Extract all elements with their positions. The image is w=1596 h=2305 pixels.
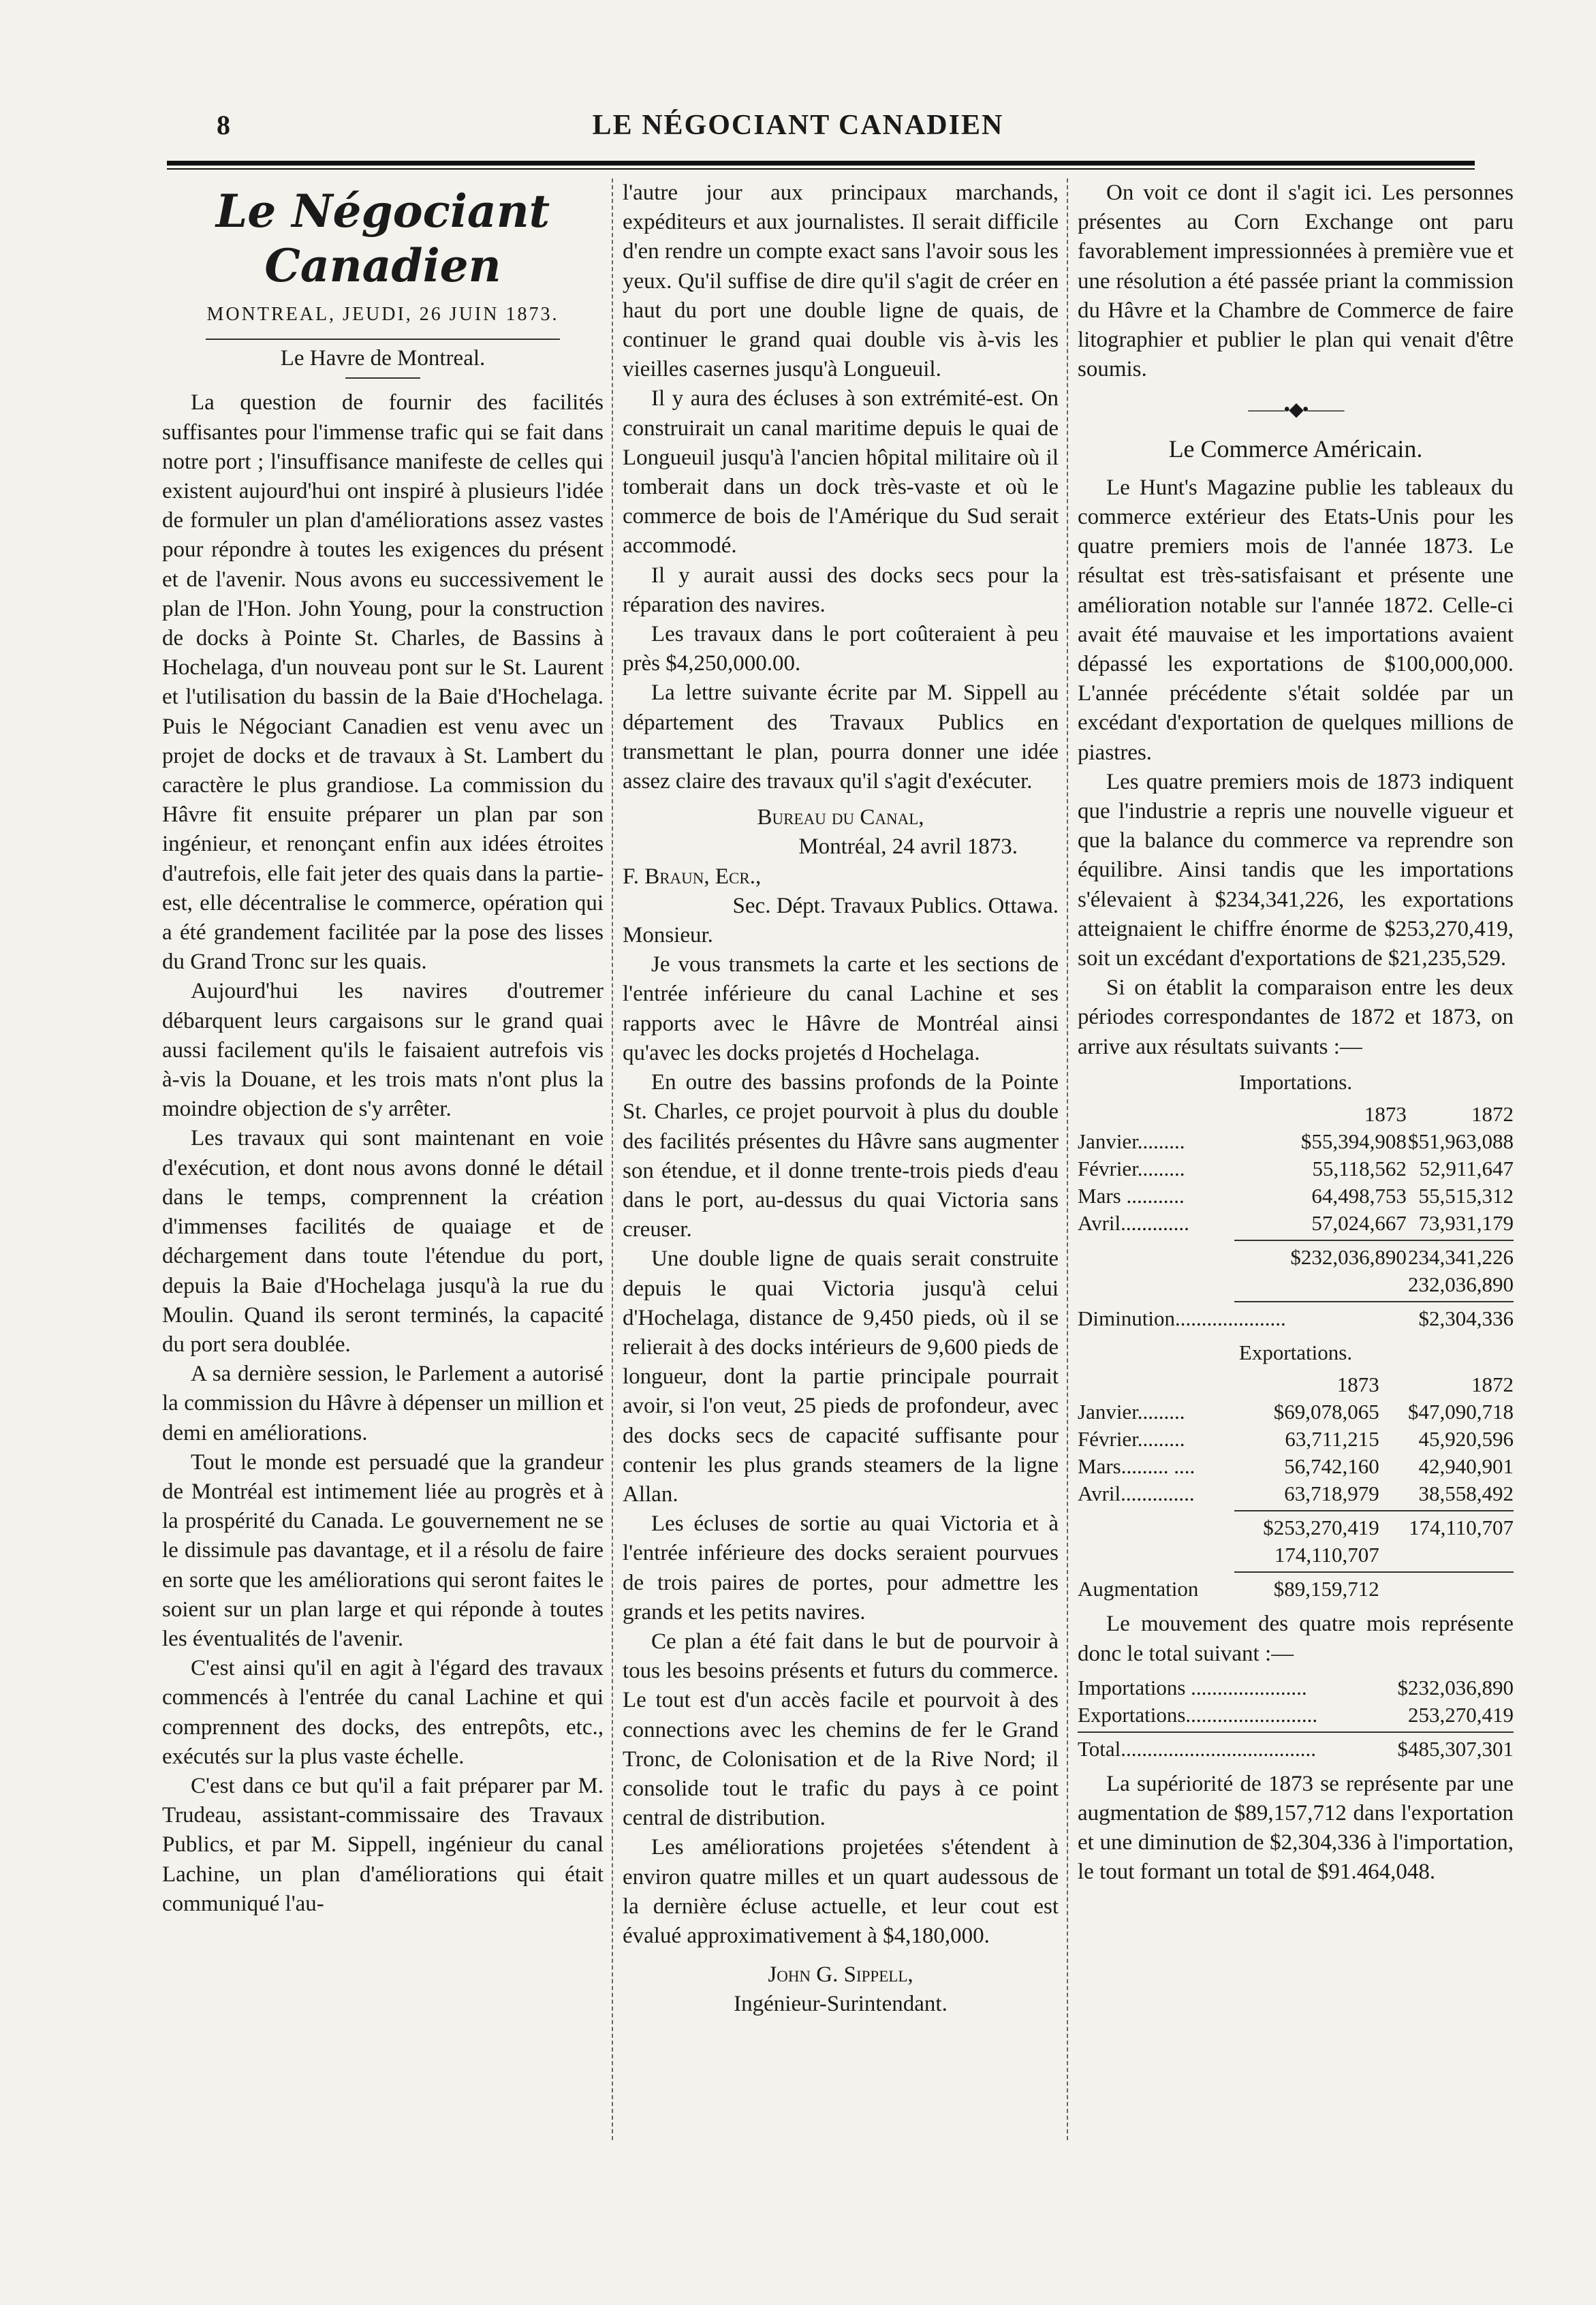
paragraph: Le Hunt's Magazine publie les tableaux du commerce extérieur des Etats-Unis pour les quatre premiers mois de l'année 1873. Le résultat est très-satisfaisant et présente une amélioration notable sur l'année 1872. Celle-ci avait été mauvaise et les importations avaient dépassé les exportations de $100,000,000. L'année précédente s'était soldée par un excédant d'exportation de quelques millions de piastres. (1078, 475, 1514, 765)
value-cell: 174,110,707 (1274, 1543, 1379, 1567)
table-row (1078, 1210, 1514, 1237)
imports-table (1078, 1101, 1514, 1332)
value-cell: 253,270,419 (1408, 1702, 1514, 1727)
month-cell: Avril.............. (1078, 1481, 1195, 1506)
total-cell: 174,110,707 (1409, 1516, 1514, 1540)
letter-paragraph: Ce plan a été fait dans le but de pourvoir à tous les besoins présents et futurs du commerce. Le tout est d'un accès facile et pourvoit à des connections avec les chemins de fer le Grand Tronc, de Colonisation et de la Rive Nord; il consolide tout le trafic du pays à ce point central de distribution. (623, 1629, 1059, 1831)
total-row (1078, 1244, 1514, 1271)
paragraph: Les travaux qui sont maintenant en voie d'exécution, et dont nous avons donné le détail dans le temps, comprennent la création d'immenses facilités de quaiage et de déchargement dans toute l'étendue du port, depuis la Baie d'Hochelaga jusqu'à la rue du Moulin. Quand ils seront terminés, la capacité du port sera doublée. (162, 1126, 604, 1357)
letter-paragraph: En outre des bassins profonds de la Pointe St. Charles, ce projet pourvoit à plus du double des facilités présentes du Hâvre sans augmenter son étendue, et il donne trente-trois pieds d'eau dans le port, au-dessus du quai Victoria sans creuser. (623, 1070, 1059, 1242)
paragraph: Les travaux dans le port coûteraient à peu près $4,250,000.00. (623, 622, 1059, 676)
value-cell: 38,558,492 (1418, 1481, 1514, 1506)
rule (206, 339, 560, 340)
column-1 (162, 178, 604, 1919)
table-row (1078, 1426, 1514, 1453)
difference-row (1078, 1305, 1514, 1332)
value-cell: 63,718,979 (1284, 1481, 1379, 1506)
total-cell: 234,341,226 (1408, 1245, 1514, 1270)
running-title: LE NÉGOCIANT CANADIEN (592, 110, 1004, 141)
month-cell: Mars......... .... (1078, 1454, 1195, 1479)
total-row (1078, 1514, 1514, 1541)
total-cell: $232,036,890 (1290, 1245, 1407, 1270)
paragraph: C'est dans ce but qu'il a fait préparer par M. Trudeau, assistant-commissaire des Travaux Publics, et par M. Sippell, ingénieur du canal Lachine, un plan d'améliorations qui était communiqué l'au- (162, 1773, 604, 1916)
total-value: $485,307,301 (1397, 1736, 1514, 1761)
column-header: 1873 (1336, 1373, 1379, 1397)
table-row (1078, 1398, 1514, 1426)
table-row (1078, 1182, 1514, 1210)
total-cell: $253,270,419 (1263, 1516, 1379, 1540)
signature-title: Ingénieur-Surintendant. (734, 1992, 948, 2017)
ornament-divider: ——•◆•—— (1248, 399, 1343, 421)
table-row (1078, 1702, 1514, 1729)
paragraph: Si on établit la comparaison entre les deux périodes correspondantes de 1872 et 1873, on arrive aux résultats suivants :— (1078, 975, 1514, 1059)
difference-row (1078, 1575, 1514, 1603)
value-cell: 232,036,890 (1408, 1272, 1514, 1297)
label-cell: Exportations......................... (1078, 1702, 1318, 1727)
paragraph: Aujourd'hui les navires d'outremer débarquent leurs cargaisons sur le grand quai aussi facilement qu'ils le faisaient autrefois vis à-vis la Douane, et les trois mats n'ont plus la moindre objection de s'y arrêter. (162, 979, 604, 1122)
rule (345, 377, 420, 379)
paragraph: A sa dernière session, le Parlement a autorisé la commission du Hâvre à dépenser un million et demi en améliorations. (162, 1362, 604, 1445)
paragraph: Le mouvement des quatre mois représente donc le total suivant :— (1078, 1612, 1514, 1666)
paragraph: Il y aura des écluses à son extrémité-est. On construirait un canal maritime depuis le quai de Longueuil jusqu'à l'ancien hôpital militaire où il tomberait dans un dock très-vaste et où le commerce de bois de l'Amérique du Sud serait accommodé. (623, 386, 1059, 559)
paragraph: Il y aurait aussi des docks secs pour la réparation des navires. (623, 563, 1059, 617)
value-cell: 63,711,215 (1285, 1427, 1379, 1452)
month-cell: Janvier......... (1078, 1400, 1185, 1424)
sum-rule (1078, 1731, 1514, 1733)
column-3 (1078, 178, 1514, 1887)
value-cell: 55,118,562 (1312, 1157, 1407, 1181)
column-divider (612, 178, 613, 2140)
subtraction-row (1078, 1541, 1514, 1569)
paragraph: La question de fournir des facilités suffisantes pour l'immense trafic qui se fait dans notre port ; l'insuffisance manifeste de celles qui existent aujourd'hui ont inspiré à plusieurs l'idée de formuler un plan d'améliorations assez vastes pour répondre à toutes les exigences du présent et de l'avenir. Nous avons eu successivement le plan de l'Hon. John Young, pour la construction de docks à Pointe St. Charles, de Bassins à Hochelaga, d'un nouveau pont sur le St. Laurent et l'utilisation du bassin de la Baie d'Hochelaga. Puis le Négociant Canadien est venu avec un projet de docks et de travaux à St. Lambert du caractère le plus grandiose. La commission du Hâvre fit ensuite préparer un plan par son ingénieur, et renonçant enfin aux idées étroites d'autrefois, elle fait jeter des quais dans la partie-est, elle décentralise le commerce, opération qui a été grandement facilitée par la pose des lisses du Grand Tronc sur les quais. (162, 390, 604, 975)
letter-office: Bureau du Canal, (757, 805, 924, 830)
value-cell: $69,078,065 (1273, 1400, 1379, 1424)
table-title: Importations. (1238, 1069, 1353, 1094)
paragraph: La supériorité de 1873 se représente par une augmentation de $89,157,712 dans l'exportation et une diminution de $2,304,336 à l'importation, le tout formant un total de $91.464,048. (1078, 1771, 1514, 1885)
value-cell: 56,742,160 (1284, 1454, 1379, 1479)
sum-rule (1234, 1301, 1514, 1302)
header-rule (167, 161, 1475, 170)
paragraph: C'est ainsi qu'il en agit à l'égard des travaux commencés à l'entrée du canal Lachine et qui comprennent des docks, des entrepôts, etc., exécutés sur la plus vaste échelle. (162, 1656, 604, 1769)
table-header-row (1078, 1101, 1514, 1128)
letter-addressee-title: Sec. Dépt. Travaux Publics. Ottawa. (732, 893, 1059, 918)
article-headline: Le Commerce Américain. (1168, 435, 1423, 462)
difference-label: Augmentation (1078, 1577, 1199, 1601)
letter-paragraph: Les améliorations projetées s'étendent à environ quatre milles et un quart audessous de la dernière écluse actuelle, et leur cout est évalué approximativement à $4,180,000. (623, 1835, 1059, 1948)
value-cell: 57,024,667 (1311, 1211, 1407, 1236)
value-cell: 55,515,312 (1418, 1184, 1514, 1208)
table-row (1078, 1128, 1514, 1155)
paragraph: On voit ce dont il s'agit ici. Les personnes présentes au Corn Exchange ont paru favorablement impressionnées à première vue et une résolution a été passée priant la commission du Hâvre et la Chambre de Commerce de faire litographier et publier le plan qui venait d'être soumis. (1078, 181, 1514, 382)
value-cell: $232,036,890 (1397, 1675, 1514, 1699)
page-number: 8 (217, 110, 230, 140)
value-cell: 45,920,596 (1418, 1427, 1514, 1452)
value-cell: $55,394,908 (1300, 1129, 1407, 1154)
paragraph: Les quatre premiers mois de 1873 indiquent que l'industrie a repris une nouvelle vigueur et que la balance du commerce va reprendre son équilibre. Ainsi tandis que les importations s'élevaient à $234,341,226, les exportations atteignaient le chiffre énorme de $253,270,419, soit un excédant d'exportations de $21,235,529. (1078, 769, 1514, 971)
paragraph: La lettre suivante écrite par M. Sippell au département des Travaux Publics en transmettant le plan, pourra donner une idée assez claire des travaux qu'il s'agit d'exécuter. (623, 680, 1059, 794)
value-cell: 42,940,901 (1418, 1454, 1514, 1479)
table-row (1078, 1453, 1514, 1480)
letter-paragraph: Une double ligne de quais serait construite depuis le quai Victoria jusqu'à celui d'Hochelaga, distance de 9,450 pieds, où il se relierait à des docks intérieurs de 9,600 pieds de longueur, dont la partie principale pourrait avoir, si l'on veut, 25 pieds de profondeur, avec des docks secs de capacité suffisante pour contenir les plus grands steamers de la ligne Allan. (623, 1246, 1059, 1507)
column-header: 1873 (1364, 1102, 1407, 1127)
paragraph: l'autre jour aux principaux marchands, expéditeurs et aux journalistes. Il serait difficile d'en rendre un compte exact sans l'avoir sous les yeux. Qu'il suffise de dire qu'il s'agit de créer en haut du port une double ligne de quais, de continuer le grand quai double vis à-vis les vieilles casernes jusqu'à Longueuil. (623, 181, 1059, 382)
sum-rule (1234, 1510, 1514, 1511)
sum-rule (1234, 1240, 1514, 1241)
total-label: Total..................................... (1078, 1736, 1317, 1761)
sum-rule (1234, 1571, 1514, 1573)
signature-name: John G. Sippell, (768, 1962, 913, 1988)
difference-value: $2,304,336 (1418, 1306, 1514, 1331)
value-cell: 52,911,647 (1419, 1157, 1514, 1181)
table-row (1078, 1480, 1514, 1507)
value-cell: $51,963,088 (1408, 1129, 1514, 1154)
table-row (1078, 1674, 1514, 1702)
column-header: 1872 (1471, 1102, 1514, 1127)
subtraction-row (1078, 1271, 1514, 1298)
letter-salutation: Monsieur. (623, 923, 713, 948)
table-title: Exportations. (1238, 1340, 1353, 1365)
label-cell: Importations ...................... (1078, 1675, 1307, 1699)
difference-label: Diminution..................... (1078, 1306, 1286, 1331)
article-headline: Le Havre de Montreal. (280, 346, 486, 371)
letter-paragraph: Les écluses de sortie au quai Victoria et à l'entrée inférieure des docks seraient pourvues de trois paires de portes, pour admettre les grands et les petits navires. (623, 1511, 1059, 1625)
table-row (1078, 1155, 1514, 1182)
value-cell: $47,090,718 (1408, 1400, 1514, 1424)
column-header: 1872 (1471, 1373, 1514, 1397)
month-cell: Février......... (1078, 1427, 1185, 1452)
total-row (1078, 1736, 1514, 1763)
letter-paragraph: Je vous transmets la carte et les sections de l'entrée inférieure du canal Lachine et ses rapports avec le Hâvre de Montréal ainsi qu'avec les docks projetés d Hochelaga. (623, 952, 1059, 1065)
value-cell: 73,931,179 (1418, 1211, 1514, 1236)
movement-table (1078, 1674, 1514, 1763)
value-cell: 64,498,753 (1311, 1184, 1407, 1208)
table-header-row (1078, 1371, 1514, 1398)
month-cell: Janvier......... (1078, 1129, 1185, 1154)
month-cell: Avril............. (1078, 1211, 1189, 1236)
difference-value: $89,159,712 (1273, 1577, 1379, 1601)
month-cell: Mars ........... (1078, 1184, 1185, 1208)
column-divider (1067, 178, 1068, 2140)
letter-addressee: F. Braun, Ecr., (623, 864, 762, 889)
column-2 (623, 178, 1059, 2020)
exports-table (1078, 1371, 1514, 1603)
letter-date: Montréal, 24 avril 1873. (798, 834, 1018, 860)
paragraph: Tout le monde est persuadé que la grandeur de Montréal est intimement liée au progrès et à la prospérité du Canada. Le gouvernement ne se le dissimule pas davantage, et il a résolu de faire en sorte que les améliorations qui seront faites le soient sur un plan large et qui réponde à toutes les éventualités de l'avenir. (162, 1449, 604, 1651)
masthead: Le Négociant Canadien (215, 185, 550, 292)
month-cell: Février......... (1078, 1157, 1185, 1181)
dateline: MONTREAL, JEUDI, 26 JUIN 1873. (206, 304, 559, 325)
